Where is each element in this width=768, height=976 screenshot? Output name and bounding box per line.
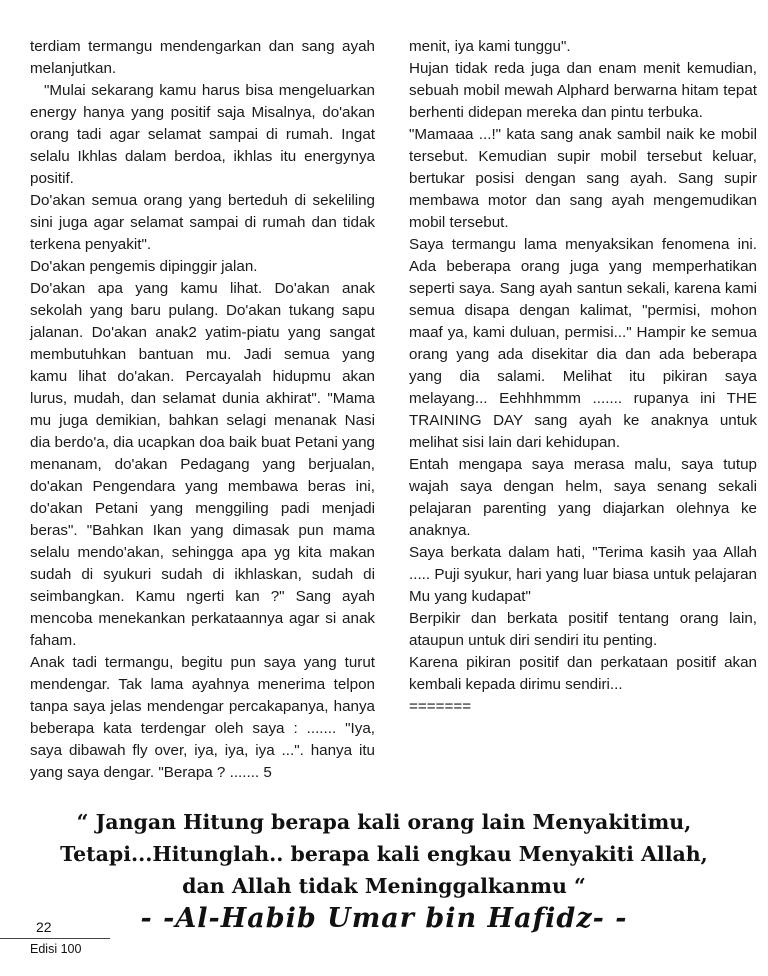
edition-label: Edisi 100 xyxy=(30,942,82,956)
closing-quote xyxy=(0,806,768,902)
paragraph: Karena pikiran positif dan perkataan positif akan kembali kepada dirimu sendiri... xyxy=(409,654,757,693)
paragraph: Do'akan apa yang kamu lihat. Do'akan anak sekolah yang baru pulang. Do'akan tukang sapu jalanan. Do'akan anak2 yatim-piatu yang sangat membutuhkan bantuan mu. Jadi semua yang kamu lihat do'akan. Percayalah hidupmu akan lurus, mudah, dan selamat dunia akhirat". "Mama mu juga demikian, bahkan selagi menanak Nasi dia berdo'a, dia ucapkan doa baik buat Petani yang menanam, do'akan Pedagang yang berjualan, do'akan Pengendara yang membawa beras ini, do'akan Petani yang menggiling padi menjadi beras". "Bahkan Ikan yang dimasak pun mama selalu mendo'akan, sehingga apa yg kita makan sudah di syukuri sudah di ikhlaskan, sudah di seimbangkan. Kamu ngerti kan ?" Sang ayah mencoba menekankan perkataannya agar si anak faham. xyxy=(30,280,375,649)
paragraph: menit, iya kami tunggu". xyxy=(409,38,571,55)
article-right-column xyxy=(409,36,757,718)
paragraph: "Mulai sekarang kamu harus bisa mengeluarkan energy hanya yang positif saja Misalnya, do'akan orang tadi agar selamat sampai di rumah. Ingat selalu Ikhlas dalam berdoa, ikhlas itu energynya positif. xyxy=(30,82,375,187)
quote-line: Tetapi...Hitunglah.. berapa kali engkau Menyakiti Allah, xyxy=(60,842,708,866)
quote-line: dan Allah tidak Meninggalkanmu “ xyxy=(182,874,586,898)
paragraph: Entah mengapa saya merasa malu, saya tutup wajah saya dengan helm, saya senang sekali pelajaran parenting yang diajarkan olehnya ke anaknya. xyxy=(409,456,757,539)
paragraph: Berpikir dan berkata positif tentang orang lain, ataupun untuk diri sendiri itu penting. xyxy=(409,610,757,649)
paragraph: Do'akan pengemis dipinggir jalan. xyxy=(30,258,258,275)
paragraph: Saya termangu lama menyaksikan fenomena ini. Ada beberapa orang juga yang memperhatikan seperti saya. Sang ayah santun sekali, karena kami semua disapa dengan kalimat, "permisi, mohon maaf ya, kami duluan, permisi..." Hampir ke semua orang yang ada disekitar dia dan ada beberapa yang dia salami. Melihat itu pikiran saya melayang... Eehhhmmm ....... rupanya ini THE TRAINING DAY sang ayah ke anaknya untuk melihat sisi lain dari kehidupan. xyxy=(409,236,757,451)
paragraph: terdiam termangu mendengarkan dan sang ayah melanjutkan. xyxy=(30,38,375,77)
paragraph: Saya berkata dalam hati, "Terima kasih yaa Allah ..... Puji syukur, hari yang luar biasa untuk pelajaran Mu yang kudapat" xyxy=(409,544,757,605)
article-left-column xyxy=(30,36,375,784)
page-number: 22 xyxy=(36,919,52,935)
paragraph: Anak tadi termangu, begitu pun saya yang turut mendengar. Tak lama ayahnya menerima telpon tanpa saya jelas mendengar percakapanya, hanya beberapa kata terdengar oleh saya : ....... "Iya, saya dibawah fly over, iya, iya, iya ...". hanya itu yang saya dengar. "Berapa ? ....... 5 xyxy=(30,654,375,781)
paragraph: Hujan tidak reda juga dan enam menit kemudian, sebuah mobil mewah Alphard berwarna hitam tepat berhenti didepan mereka dan pintu terbuka. xyxy=(409,60,757,121)
footer-divider xyxy=(0,938,110,939)
section-end-marker: ======= xyxy=(409,698,472,715)
quote-author: - -Al-Habib Umar bin Hafidz- - xyxy=(140,903,628,934)
quote-line: “ Jangan Hitung berapa kali orang lain Menyakitimu, xyxy=(76,810,692,834)
paragraph: "Mamaaa ...!" kata sang anak sambil naik ke mobil tersebut. Kemudian supir mobil tersebut keluar, bertukar posisi dengan sang ayah. Sang supir membawa motor dan sang ayah mengemudikan mobil tersebut. xyxy=(409,126,757,231)
paragraph: Do'akan semua orang yang berteduh di sekeliling sini juga agar selamat sampai di rumah dan tidak terkena penyakit". xyxy=(30,192,375,253)
